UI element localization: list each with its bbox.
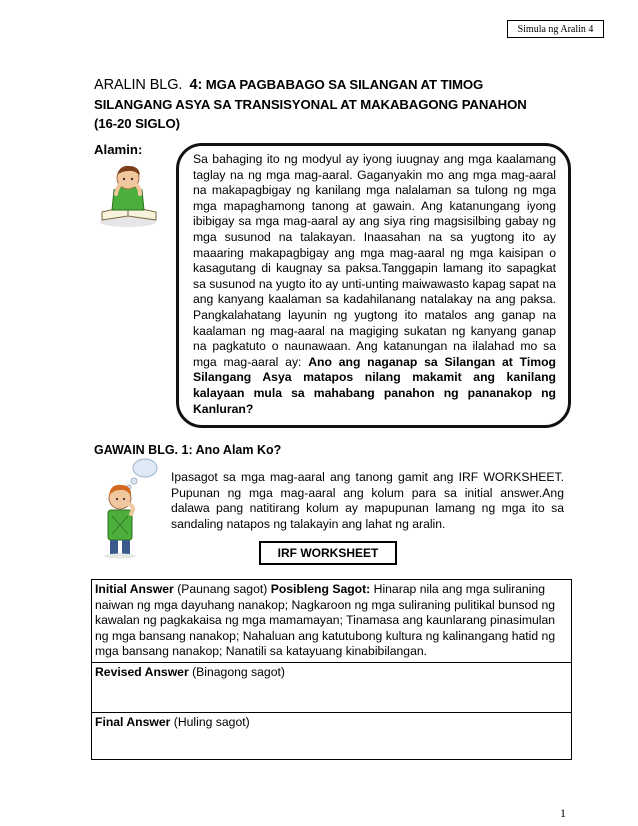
possible-answer-label: Posibleng Sagot: (270, 582, 371, 596)
irf-row-revised (92, 662, 572, 712)
lesson-title-line1: MGA PAGBABAGO SA SILANGAN AT TIMOG (205, 77, 484, 92)
alamin-question: Ano ang naganap sa Silangan at Timog Silangang Asya matapos nilang makamit ang kanilang kalayaan mula sa mahabang panahon ng pananakop ng Kanluran? (193, 354, 557, 416)
thinking-student-icon (98, 456, 168, 560)
irf-cell-revised[interactable] (92, 662, 572, 712)
initial-answer-label: Initial Answer (95, 582, 174, 596)
irf-worksheet-label (259, 541, 397, 565)
irf-worksheet-label-text: IRF WORKSHEET (277, 546, 379, 560)
lesson-title-line2: SILANGANG ASYA SA TRANSISYONAL AT MAKABAGONG PANAHON (94, 97, 527, 112)
alamin-body: Sa bahaging ito ng modyul ay iyong iuugnay ang mga kaalamang taglay na ng mga mag-aaral. Gaganyakin mo ang mga mag-aaral na makapagbigay ng kanilang mga nalalaman sa tulong ng mga mga mapaghamong tanong at gawain. Ang katanungang iyong ibibigay sa mga mag-aaral ay ang siya ring magsisilbing gabay ng mga susunod na talakayan. Inaasahan na sa yugtong ito ay maaaring makapagbigay ang mga mag-aaral ng mga kaisipan o kasagutang di kaugnay sa paksa.Tanggapin lamang ito sapagkat sa susunod na yugto ito ay unti-unting maiwawasto kapag sapat na ang kanyang kaalaman sa kadahilanang natalakay na ang paksa. Pangkalahatang layunin ng yugtong ito matalos ang ganap na kaalaman ng mag-aaral na magiging sukatan ng kanyang ganap na pagkatuto o naunawaan. Ang katanungan na ilalahad mo sa mga mag-aaral ay: (193, 152, 556, 369)
final-answer-tagalog: (Huling sagot) (173, 714, 250, 729)
gawain-instructions: Ipasagot sa mga mag-aaral ang tanong gamit ang IRF WORKSHEET. Pupunan ng mga mag-aaral ang kolum para sa initial answer.Ang dalawa pang natitirang kolum ay mapupunan lamang ng mga ito sa sandaling natapos ng talakayin ang lahat ng aralin. (171, 470, 564, 531)
revised-answer-tagalog: (Binagong sagot) (192, 664, 285, 679)
lesson-tag-box (507, 20, 604, 38)
irf-worksheet-table (91, 579, 572, 760)
alamin-speech-bubble (176, 143, 571, 428)
final-answer-label: Final Answer (95, 714, 171, 729)
lesson-title (94, 75, 574, 133)
gawain-title: GAWAIN BLG. 1: Ano Alam Ko? (94, 443, 282, 457)
lesson-title-line3: (16-20 SIGLO) (94, 116, 180, 131)
irf-cell-initial (92, 580, 572, 663)
initial-answer-tagalog: (Paunang sagot) (177, 582, 268, 596)
lesson-title-lead: ARALIN BLG. (94, 77, 183, 93)
irf-row-final (92, 712, 572, 759)
page-number: 1 (560, 806, 566, 820)
reading-student-icon (98, 160, 160, 228)
irf-row-initial (92, 580, 572, 663)
alamin-label: Alamin: (94, 142, 143, 157)
irf-cell-final[interactable] (92, 712, 572, 759)
possible-answer-text: Hinarap nila ang mga suliraning naiwan ng mga dayuhang nanakop; Nagkaroon ng mga suliraning pulitikal bunsod ng kawalan ng pagkakaisa ng mga mamamayan; Tinamasa ang kaunlarang pinasimulan ng mga bansang nanakop; Nahaluan ang katutubong kultura ng kalinangang hatid ng mga bansang nanakop; Nanatili sa katayuang kinabibilangan. (95, 582, 556, 659)
lesson-title-number: 4: (189, 77, 203, 93)
alamin-paragraph (193, 152, 556, 417)
lesson-tag-text: Simula ng Aralin 4 (517, 23, 594, 35)
revised-answer-label: Revised Answer (95, 664, 189, 679)
